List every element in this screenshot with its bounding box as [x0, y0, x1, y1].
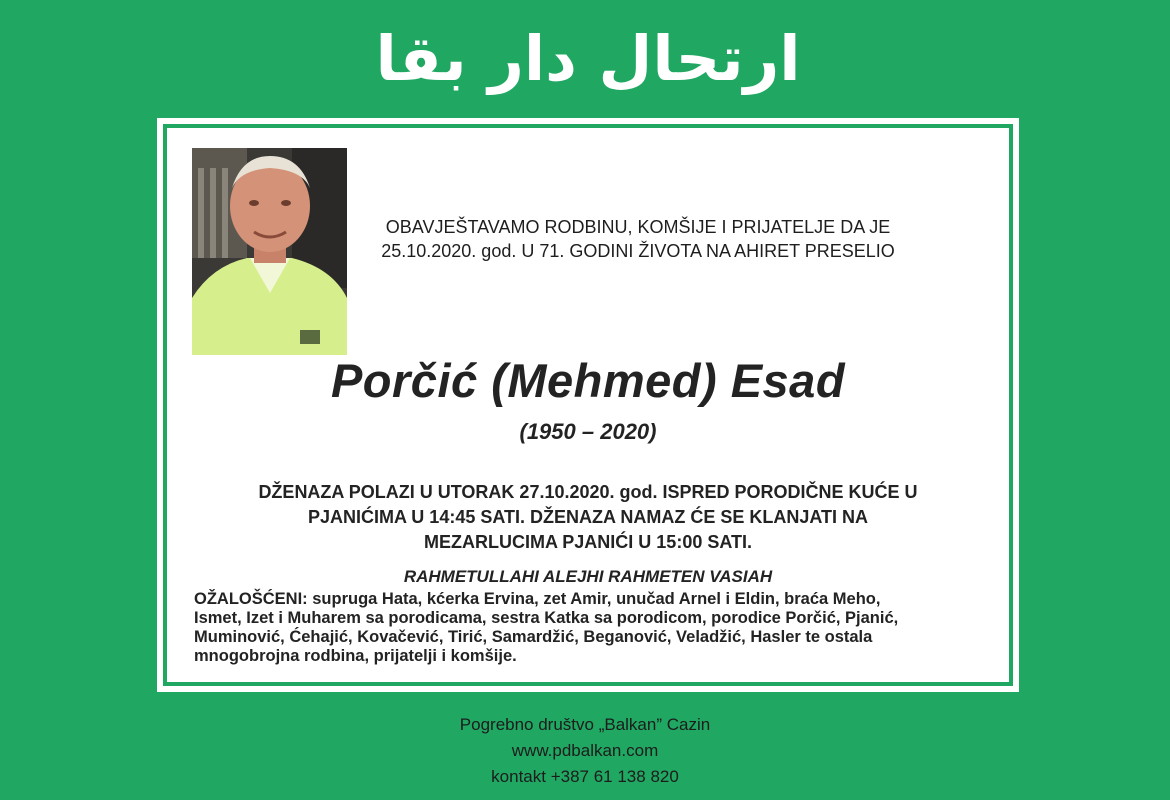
- life-years: (1950 – 2020): [519, 419, 657, 444]
- announcement-intro: [338, 215, 938, 263]
- mourners-line: Ismet, Izet i Muharem sa porodicama, sestra Katka sa porodicom, porodice Porčić, Pjanić,: [194, 609, 899, 627]
- prayer-line: RAHMETULLAHI ALEJHI RAHMETEN VASIAH: [403, 567, 773, 586]
- funeral-line: PJANIĆIMA U 14:45 SATI. DŽENAZA NAMAZ ĆE SE KLANJATI NA: [307, 507, 869, 527]
- deceased-name: Porčić (Mehmed) Esad: [330, 354, 846, 407]
- contact-phone: kontakt +387 61 138 820: [491, 767, 679, 786]
- funeral-line: MEZARLUCIMA PJANIĆI U 15:00 SATI.: [423, 532, 753, 552]
- mourners-list: [194, 590, 999, 666]
- notice-card: [157, 118, 1019, 692]
- deceased-photo: [192, 148, 347, 355]
- mourners-line: mnogobrojna rodbina, prijatelji i komšije.: [194, 647, 517, 665]
- arabic-calligraphy-logo: [0, 8, 1170, 118]
- notice-content: [168, 129, 1008, 681]
- intro-line: OBAVJEŠTAVAMO RODBINU, KOMŠIJE I PRIJATELJE DA JE: [385, 217, 891, 237]
- mourners-line: Muminović, Ćehajić, Kovačević, Tirić, Samardžić, Beganović, Veladžić, Hasler te ostala: [194, 628, 873, 646]
- mourners-line: OŽALOŠĆENI: supruga Hata, kćerka Ervina, zet Amir, unučad Arnel i Eldin, braća Meho,: [194, 590, 881, 608]
- svg-text:ارتحال دار بقا: ارتحال دار بقا: [375, 22, 801, 95]
- intro-line: 25.10.2020. god. U 71. GODINI ŽIVOTA NA AHIRET PRESELIO: [381, 241, 895, 261]
- funeral-home-footer: [0, 712, 1170, 790]
- company-name: Pogrebno društvo „Balkan” Cazin: [459, 715, 711, 734]
- funeral-line: DŽENAZA POLAZI U UTORAK 27.10.2020. god. ISPRED PORODIČNE KUĆE U: [258, 482, 918, 502]
- funeral-details: [188, 480, 988, 555]
- website-link[interactable]: www.pdbalkan.com: [511, 741, 659, 760]
